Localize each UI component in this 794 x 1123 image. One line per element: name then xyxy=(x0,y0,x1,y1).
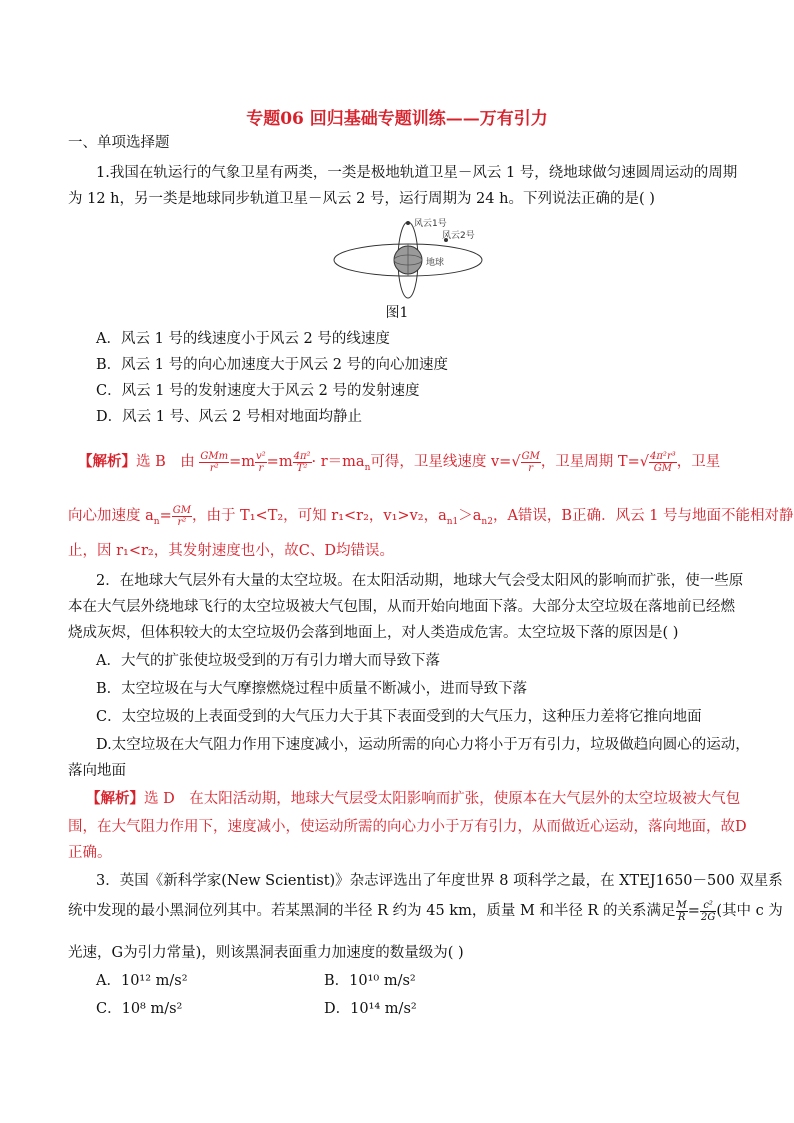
analysis-label: 【解析】 xyxy=(86,790,144,807)
earth-label: 地球 xyxy=(426,258,445,268)
q2-stem-line3: 烧成灰烬，但体积较大的太空垃圾仍会落到地面上，对人类造成危害。太空垃圾下落的原因是( ) xyxy=(68,625,679,641)
q2-option-c: C．太空垃圾的上表面受到的大气压力大于其下表面受到的大气压力，这种压力差将它推向地面 xyxy=(96,709,702,725)
q1-stem-line1: 1.我国在轨运行的气象卫星有两类，一类是极地轨道卫星－风云 1 号，绕地球做匀速圆周运动的周期 xyxy=(96,165,738,181)
q3-option-b: B．10¹⁰ m/s² xyxy=(324,973,416,989)
q2-analysis-line1: 【解析】选 D 在太阳活动期，地球大气层受太阳影响而扩张，使原本在大气层外的太空垃圾被大气包 xyxy=(86,790,741,807)
q2-stem-line2: 本在大气层外绕地球飞行的太空垃圾被大气包围，从而开始向地面下落。大部分太空垃圾在落地前已经燃 xyxy=(68,599,735,615)
q3-stem-line2: 统中发现的最小黑洞位列其中。若某黑洞的半径 R 约为 45 km，质量 M 和半径 R 的关系满足 $\frac{M}{R}$ = $\frac{\text{c²}}{2G}$ (其中 c 为 xyxy=(68,899,783,923)
q3-option-c: C．10⁸ m/s² xyxy=(96,1001,183,1017)
q2-analysis-line3: 正确。 xyxy=(68,845,112,861)
q3-stem-line1: 3．英国《新科学家(New Scientist)》杂志评选出了年度世界 8 项科学之最，在 XTEJ1650－500 双星系 xyxy=(96,873,783,889)
page-title: 专题06 回归基础专题训练——万有引力 xyxy=(246,109,548,129)
analysis-label: 【解析】 xyxy=(78,453,136,470)
q3-option-d: D．10¹⁴ m/s² xyxy=(324,1001,417,1017)
q1-option-b: B．风云 1 号的向心加速度大于风云 2 号的向心加速度 xyxy=(96,357,449,373)
satellite-fy1-icon xyxy=(406,221,410,225)
fy2-label: 风云2号 xyxy=(442,231,475,241)
q2-option-b: B．太空垃圾在与大气摩擦燃烧过程中质量不断减小，进而导致下落 xyxy=(96,681,528,697)
q2-analysis-line2: 围，在大气阻力作用下，速度减小，使运动所需的向心力小于万有引力，从而做近心运动，落向地面，故D xyxy=(68,819,747,835)
orbit-figure xyxy=(330,214,490,302)
q1-option-a: A．风云 1 号的线速度小于风云 2 号的线速度 xyxy=(96,331,390,347)
q1-analysis-line3: 止，因 r₁<r₂，其发射速度也小，故C、D均错误。 xyxy=(68,543,394,559)
q1-analysis-line2: 向心加速度 $a_n=$ $\frac{GM}{\text{r²}}$ ，由于 T₁<T₂，可知 r₁<r₂，v₁>v₂，$a_{n1}>a_{n2}$，A错误，B正确．风云 1 号与地面不能相对静 xyxy=(68,504,794,528)
q2-option-d-cont: 落向地面 xyxy=(68,763,126,779)
q2-stem-line1: 2．在地球大气层外有大量的太空垃圾。在太阳活动期，地球大气会受太阳风的影响而扩张，使一些原 xyxy=(96,573,744,589)
fy1-label: 风云1号 xyxy=(414,219,447,229)
q3-option-a: A．10¹² m/s² xyxy=(96,973,188,989)
section-heading: 一、单项选择题 xyxy=(68,135,170,151)
q1-analysis-line1: 【解析】选 B 由 $\frac{\text{GMm}}{\text{r²}}$ =m $\frac{\text{v²}}{r}$ =m $\frac{\text{4π²}}{\text{T²}}$ · $r=ma_n$可得，卫星线速度 v=√ $\frac{GM}{r}$ ，卫星周期 T=√ $\frac{\text{4π²r³}}{GM}$ ，卫星 xyxy=(78,450,721,474)
q3-stem-line3: 光速，G为引力常量)，则该黑洞表面重力加速度的数量级为( ) xyxy=(68,945,464,961)
figure-caption: 图1 xyxy=(385,305,409,321)
q2-option-d: D.太空垃圾在大气阻力作用下速度减小，运动所需的向心力将小于万有引力，垃圾做趋向圆心的运动， xyxy=(96,737,750,753)
q1-stem-line2: 为 12 h，另一类是地球同步轨道卫星－风云 2 号，运行周期为 24 h。下列说法正确的是( ) xyxy=(68,191,655,207)
q2-option-a: A．大气的扩张使垃圾受到的万有引力增大而导致下落 xyxy=(96,653,440,669)
q1-option-d: D．风云 1 号、风云 2 号相对地面均静止 xyxy=(96,409,363,425)
q1-option-c: C．风云 1 号的发射速度大于风云 2 号的发射速度 xyxy=(96,383,420,399)
